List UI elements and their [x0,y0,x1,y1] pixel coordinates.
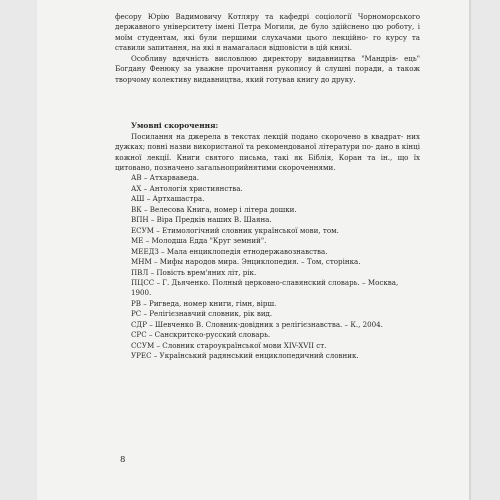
abbreviation-item: АХ – Антологія християнства. [131,183,243,193]
text-line: роботу, і моїм студентам, які були першими слухачами цього лекційно- [115,22,420,42]
abbreviation-item: ВК – Велесова Книга, номер і літера дошки. [131,204,297,214]
text-line: го курсу та ставили запитання, на які я намагалася відповісти в цій книзі. [115,32,420,53]
abbreviation-item: ПЦСС – Г. Дьяченко. Полный церковно-славянский словарь. – Москва, [131,277,399,287]
text-line: Посилання на джерела в текстах лекцій подано скорочено в квадрат- [131,131,404,141]
abbreviations-note [115,132,420,174]
abbreviation-item: АШ – Артхашастра. [131,194,205,204]
abbreviation-item: ПВЛ – Повість врем'яних літ, рік. [131,267,257,277]
book-page [37,0,469,500]
abbreviation-item: МЕ – Молодша Едда "Круг земний". [131,236,267,246]
page-number: 8 [120,455,126,465]
page-text [115,12,420,362]
abbreviation-item-continuation: 1900. [131,288,152,298]
abbreviation-item: УРЕС – Український радянський енциклопедичний словник. [131,351,359,361]
abbreviations-heading: Умовні скорочення: [131,121,219,131]
abbreviation-item: АВ – Атхарваведа. [131,173,199,183]
text-line: Особливу вдячність висловлюю директору видавництва "Мандрів- [131,53,399,63]
abbreviation-item: МНМ – Мифы народов мира. Энциклопедия. – Том, сторінка. [131,257,361,267]
text-line: дано в кінці кожної лекції. Книги святого письма, такі як Біблія, Коран та ін., [115,142,420,162]
text-line: державного університету імені Петра Могили, де було здійснено цю [115,22,384,32]
text-line: а також творчому колективу видавництва, який готував книгу до друку. [115,64,420,84]
text-line: ець" Богдану Фенюку за уважне прочитання рукопису й слушні поради, [115,53,420,74]
abbreviation-item: РВ – Ригведа, номер книги, гімн, вірш. [131,298,277,308]
abbreviation-item: ССУМ – Словник староукраїнської мови XIV-XVII ст. [131,340,327,350]
abbreviation-item: ЕСУМ – Етимологічний словник української мови, том. [131,225,339,235]
text-line: що їх цитовано, позначено загальноприйнятими скороченнями. [115,152,420,172]
abbreviation-item: РС – Релігієзнавчий словник, рік вид. [131,309,273,319]
abbreviation-item: ВПН – Віра Предків наших В. Шаяна. [131,215,272,225]
acknowledgement-paragraph [115,12,420,54]
abbreviation-item: МЕЕДЗ – Мала енциклопедія етнодержавознавства. [131,246,328,256]
abbreviation-item: СРС – Санскритско-русский словарь. [131,330,271,340]
text-line: фесору Юрію Вадимовичу Котляру та кафедрі соціології Чорноморського [115,12,420,21]
thanks-paragraph [115,54,420,85]
abbreviations-list [115,173,420,361]
text-line: них дужках; повні назви використаної та рекомендованої літератури по- [115,131,420,152]
abbreviation-item: СДР – Шевченко В. Словник-довідник з релігієзнавства. – К., 2004. [131,319,383,329]
